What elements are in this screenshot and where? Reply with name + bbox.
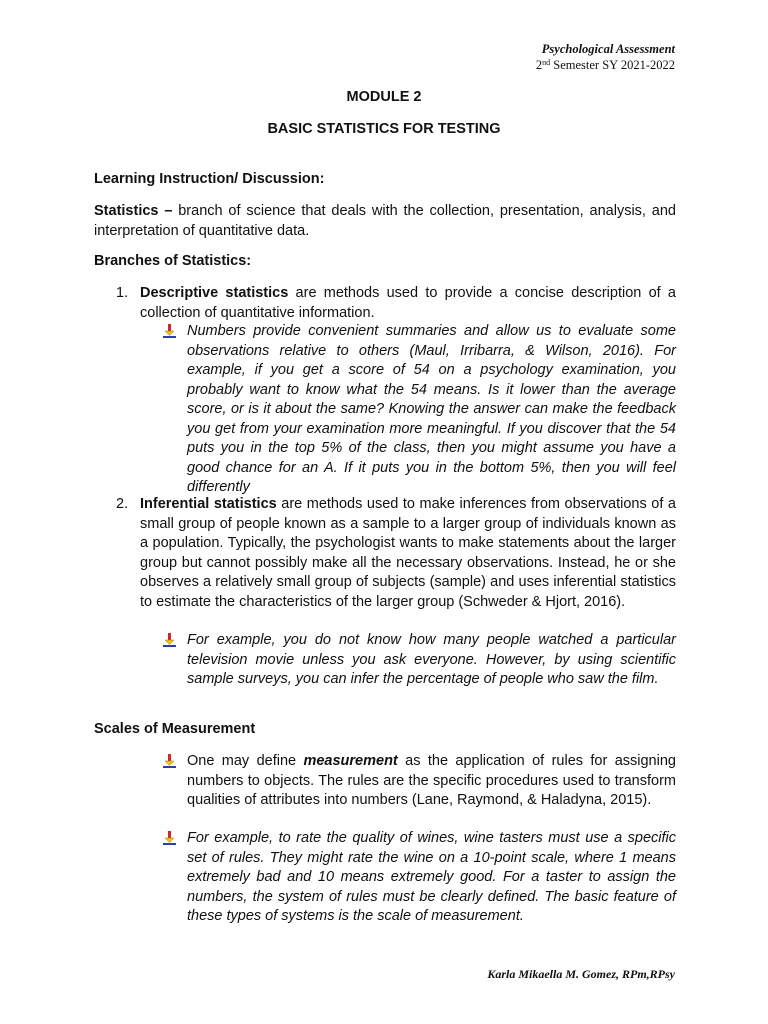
list-number-2: 2.: [116, 496, 129, 512]
arrow-bullet-icon: [163, 324, 177, 338]
branches-heading: Branches of Statistics:: [94, 253, 252, 269]
arrow-bullet-icon: [163, 754, 177, 768]
branch-descriptive: Descriptive statistics are methods used to provide a concise description of a collection of quantitative information.: [140, 285, 676, 321]
arrow-bullet-icon: [163, 633, 177, 647]
learning-heading: Learning Instruction/ Discussion:: [94, 171, 325, 187]
author-footer: Karla Mikaella M. Gomez, RPm,RPsy: [487, 967, 675, 981]
page-title: BASIC STATISTICS FOR TESTING: [267, 121, 501, 137]
scales-heading: Scales of Measurement: [94, 721, 256, 737]
header-course-title: Psychological Assessment: [541, 42, 675, 56]
branch-inferential: Inferential statistics are methods used to make inferences from observations of a small group of people known as a sample to a larger group of individuals known as a population. Typically, the psychologist wants to make statements about the larger group but cannot possibly make all the necessary observations. Instead, he or she observes a relatively small group of subjects (sample) and uses inferential statistics to estimate the characteristics of the larger group (Schweder & Hjort, 2016).: [140, 496, 676, 610]
measurement-example: For example, to rate the quality of wines, wine tasters must use a specific set of rules. They might rate the wine on a 10-point scale, where 1 means extremely bad and 10 means extremely good. For a taster to assign the numbers, the system of rules must be clearly defined. The basic feature of these types of systems is the scale of measurement.: [187, 830, 676, 924]
list-number-1: 1.: [116, 285, 129, 301]
measurement-definition: One may define measurement as the application of rules for assigning numbers to objects. The rules are the specific procedures used to transform qualities of attributes into numbers (Lane, Raymond, & Haladyna, 2015).: [187, 753, 676, 808]
header-semester: 2nd Semester SY 2021-2022: [535, 58, 675, 72]
descriptive-example: Numbers provide convenient summaries and allow us to evaluate some observations relative to others (Maul, Irribarra, & Wilson, 2016). For example, if you get a score of 54 on a psychology examination, you probably want to know what the 54 means. Is it lower than the average score, or is it about the same? Knowing the answer can make the feedback you get from your examination more meaningful. If you discover that the 54 puts you in the top 5% of the class, then you might assume you have a good chance for an A. If it puts you in the bottom 5%, then you will feel differently: [187, 323, 676, 495]
inferential-example: For example, you do not know how many people watched a particular television movie unless you ask everyone. However, by using scientific sample surveys, you can infer the percentage of people who saw the film.: [187, 632, 676, 687]
module-label: MODULE 2: [346, 89, 422, 105]
statistics-definition: Statistics – branch of science that deals with the collection, presentation, analysis, and interpretation of quantitative data.: [94, 203, 676, 239]
arrow-bullet-icon: [163, 831, 177, 845]
